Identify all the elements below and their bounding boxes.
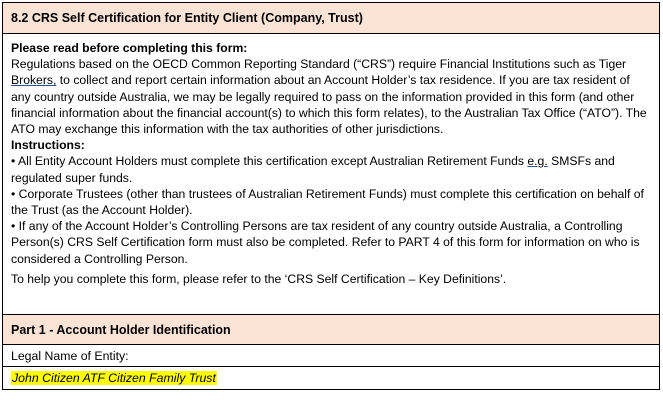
section-title: 8.2 CRS Self Certification for Entity Client (Company, Trust) (11, 11, 363, 25)
read-before-heading: Please read before completing this form: (11, 41, 248, 55)
crs-form-table (2, 2, 660, 390)
eg-abbrev: e.g. (527, 154, 548, 169)
part1-header (3, 315, 659, 345)
section-header (3, 3, 659, 34)
instruction-bullet-1: • All Entity Account Holders must complete this certification except Australian Retirement Funds e.g. SMSFs and regulated super funds. (11, 154, 615, 185)
regulations-paragraph: Regulations based on the OECD Common Reporting Standard (“CRS”) require Financial Institutions such as Tiger Brokers, to collect and report certain information about an Account Holder’s tax residence. If you are tax resident of any country outside Australia, we may be legally required to pass on the information provided in this form (and other financial information about the financial account(s) to which this form relates), to the Australian Tax Office (“ATO”). The ATO may exchange this information with the tax authorities of other jurisdictions. (11, 57, 647, 137)
legal-name-value[interactable]: John Citizen ATF Citizen Family Trust (12, 371, 216, 385)
help-note: To help you complete this form, please refer to the ‘CRS Self Certification – Key Definitions’. (11, 271, 507, 286)
legal-name-value-row[interactable] (3, 367, 659, 389)
instruction-bullet-3: • If any of the Account Holder’s Controlling Persons are tax resident of any country outside Australia, a Controlling Person(s) CRS Self Certification form must also be completed. Refer to PART 4 of this form for information on who is considered a Controlling Person. (11, 219, 640, 266)
part1-title: Part 1 - Account Holder Identification (11, 322, 231, 337)
instructions-block (3, 34, 659, 315)
instruction-bullet-2: • Corporate Trustees (other than trustees of Australian Retirement Funds) must complete this certification on behalf of the Trust (as the Account Holder). (11, 186, 644, 218)
legal-name-label: Legal Name of Entity: (11, 348, 129, 363)
legal-name-label-row (3, 345, 659, 367)
tiger-brokers-link: Brokers, (11, 73, 57, 88)
instructions-heading: Instructions: (11, 138, 85, 153)
